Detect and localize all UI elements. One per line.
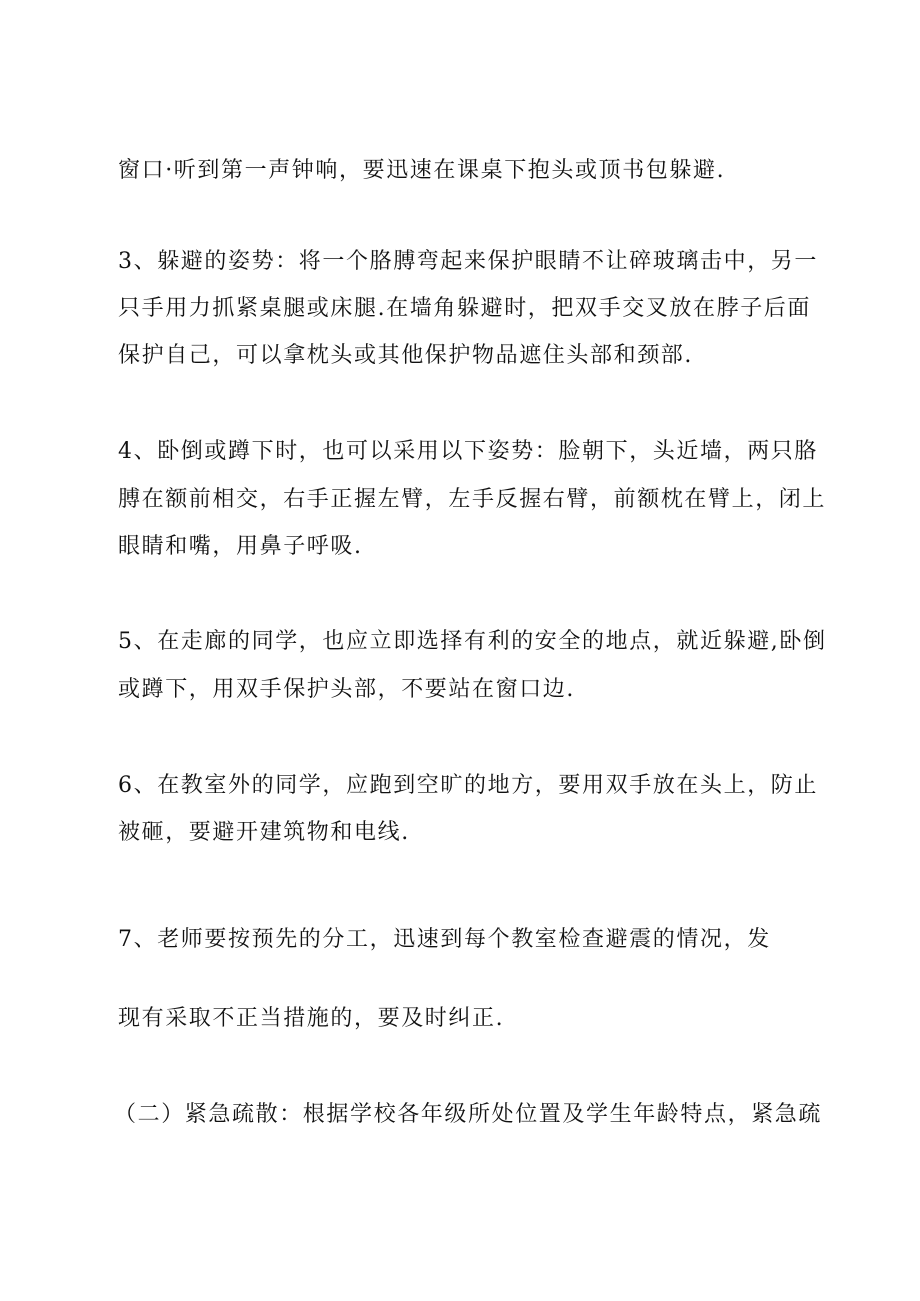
text-line-1: 窗口·听到第一声钟响，要迅速在课桌下抱头或顶书包躲避. (118, 158, 726, 183)
text-line-2: 3、躲避的姿势：将一个胳膊弯起来保护眼睛不让碎玻璃击中，另一 (118, 249, 818, 274)
text-line-3: 只手用力抓紧桌腿或床腿.在墙角躲避时，把双手交叉放在脖子后面 (118, 296, 811, 321)
text-line-12: 7、老师要按预先的分工，迅速到每个教室检查避震的情况，发 (118, 927, 771, 952)
text-line-5: 4、卧倒或蹲下时，也可以采用以下姿势：脸朝下，头近墙，两只胳 (118, 439, 818, 464)
text-line-11: 被砸，要避开建筑物和电线. (118, 820, 410, 845)
text-line-6: 膊在额前相交，右手正握左臂，左手反握右臂，前额枕在臂上，闭上 (118, 487, 827, 512)
text-line-14: （二）紧急疏散：根据学校各年级所处位置及学生年龄特点，紧急疏 (114, 1102, 823, 1127)
text-line-7: 眼睛和嘴，用鼻子呼吸. (118, 534, 363, 559)
text-line-8: 5、在走廊的同学，也应立即选择有利的安全的地点，就近躲避,卧倒 (118, 629, 827, 654)
text-line-9: 或蹲下，用双手保护头部，不要站在窗口边. (118, 677, 575, 702)
text-line-10: 6、在教室外的同学，应跑到空旷的地方，要用双手放在头上，防止 (118, 773, 818, 798)
text-line-4: 保护自己，可以拿枕头或其他保护物品遮住头部和颈部. (118, 343, 693, 368)
text-line-13: 现有采取不正当措施的，要及时纠正. (118, 1006, 505, 1031)
